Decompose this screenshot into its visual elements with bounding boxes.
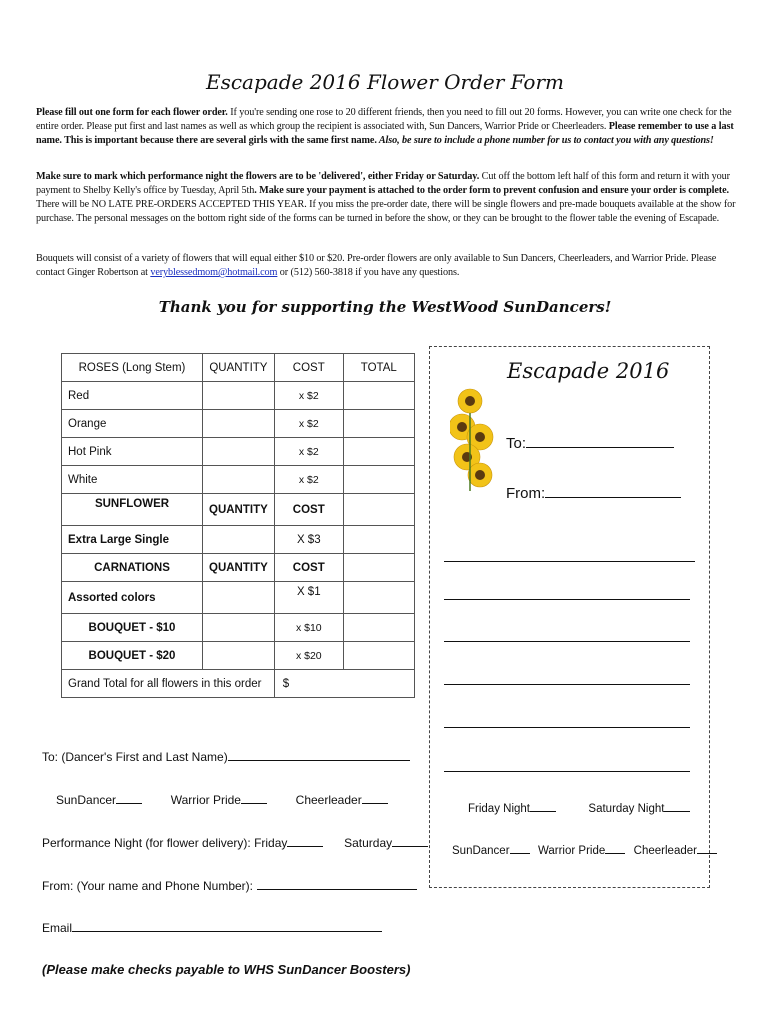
contact-email-link[interactable]: veryblessedmom@hotmail.com [150, 267, 278, 278]
p1-text-1: If you're sending one rose to 20 different friends, then you need to fill out 20 forms. However, you can write one check for the entire order. Please put first and last names as well as which group the recipient is associated with, Sun Dancers, Warrior Pride or Cheerleaders. [36, 107, 732, 132]
coupon-to-line[interactable] [526, 433, 674, 448]
sunflower-icon [450, 387, 494, 491]
quantity-cell[interactable] [203, 466, 275, 494]
p1-bold-italic: Also, be sure to include a phone number for us to contact you with any questions! [376, 135, 714, 146]
coupon-warrior-blank[interactable] [605, 841, 625, 854]
to-field[interactable] [42, 748, 410, 764]
coupon-sundancer-blank[interactable] [510, 841, 530, 854]
p2-bold-2: . Make sure your payment is attached to the order form to prevent confusion and ensure your order is complete. [254, 185, 729, 196]
table-row [62, 382, 415, 410]
coupon-from-line[interactable] [545, 483, 681, 498]
total-cell[interactable] [343, 382, 414, 410]
sunflower-header-row [62, 494, 415, 526]
table-row [62, 410, 415, 438]
quantity-cell[interactable] [203, 526, 275, 554]
coupon-group-options [452, 841, 717, 857]
coupon-sundancer-label: SunDancer [452, 845, 510, 857]
message-line[interactable] [444, 561, 695, 562]
instructions-paragraph-2 [36, 170, 736, 226]
message-line[interactable] [444, 684, 690, 685]
grand-total-value[interactable]: $ [274, 670, 414, 698]
coupon-saturday-label: Saturday Night [588, 803, 665, 815]
message-line[interactable] [444, 771, 690, 772]
quantity-header: QUANTITY [203, 494, 275, 526]
p2-text-1: Cut off the bottom left half of this form and return it with your payment to Shelby Kelly's office by Tuesday, April 5th [36, 171, 730, 196]
instructions-paragraph-1 [36, 106, 736, 148]
roses-header-row [62, 354, 415, 382]
sundancer-blank[interactable] [116, 791, 142, 804]
cost-cell: x $2 [274, 382, 343, 410]
total-header: TOTAL [343, 354, 414, 382]
total-cell[interactable] [343, 582, 414, 614]
total-cell[interactable] [343, 438, 414, 466]
table-row [62, 582, 415, 614]
table-row [62, 642, 415, 670]
to-label: To: (Dancer's First and Last Name) [42, 750, 228, 764]
total-cell[interactable] [343, 554, 414, 582]
p2-bold-1: Make sure to mark which performance night the flowers are to be 'delivered', either Friday or Saturday. [36, 171, 480, 182]
quantity-header: QUANTITY [203, 354, 275, 382]
cost-cell: x $2 [274, 466, 343, 494]
quantity-cell[interactable] [203, 382, 275, 410]
coupon-warrior-label: Warrior Pride [537, 845, 606, 857]
email-field[interactable] [42, 919, 382, 935]
saturday-label: Saturday [344, 836, 393, 850]
cost-header: COST [274, 494, 343, 526]
total-cell[interactable] [343, 526, 414, 554]
to-line[interactable] [228, 748, 410, 761]
quantity-cell[interactable] [203, 438, 275, 466]
saturday-blank[interactable] [392, 834, 428, 847]
p1-bold-1: Please fill out one form for each flower order. [36, 107, 228, 118]
cost-cell: X $1 [274, 582, 343, 614]
message-line[interactable] [444, 727, 690, 728]
total-cell[interactable] [343, 410, 414, 438]
sunflower-name: Extra Large Single [62, 526, 203, 554]
cost-header: COST [274, 354, 343, 382]
bouquet-10-name: BOUQUET - $10 [62, 614, 203, 642]
rose-name: White [62, 466, 203, 494]
message-coupon [429, 346, 710, 888]
coupon-saturday-blank[interactable] [664, 799, 690, 812]
cheerleader-label: Cheerleader [295, 793, 362, 807]
coupon-night-options [468, 799, 690, 815]
cost-header: COST [274, 554, 343, 582]
payment-note: (Please make checks payable to WHS SunDancer Boosters) [42, 962, 411, 977]
from-label: From: (Your name and Phone Number): [42, 879, 253, 893]
bouquet-20-name: BOUQUET - $20 [62, 642, 203, 670]
quantity-cell[interactable] [203, 410, 275, 438]
coupon-friday-label: Friday Night [468, 803, 530, 815]
p3-text-1: Bouquets will consist of a variety of flowers that will equal either $10 or $20. Pre-order flowers are only available to Sun Dancers, Cheerleaders, and Warrior Pride. Please contact Ginger Robertson at [36, 253, 717, 278]
table-row [62, 438, 415, 466]
coupon-friday-blank[interactable] [530, 799, 556, 812]
quantity-header: QUANTITY [203, 554, 275, 582]
coupon-cheer-label: Cheerleader [633, 845, 697, 857]
table-row [62, 526, 415, 554]
cost-cell: X $3 [274, 526, 343, 554]
order-table [61, 353, 415, 698]
sundancer-label: SunDancer [56, 793, 117, 807]
from-line[interactable] [257, 877, 417, 890]
rose-name: Hot Pink [62, 438, 203, 466]
total-cell[interactable] [343, 614, 414, 642]
cost-cell: x $2 [274, 410, 343, 438]
carnations-header-row [62, 554, 415, 582]
grand-total-label: Grand Total for all flowers in this order [62, 670, 275, 698]
coupon-to-label: To: [506, 435, 527, 452]
cheerleader-blank[interactable] [362, 791, 388, 804]
p2-text-2: There will be NO LATE PRE-ORDERS ACCEPTED THIS YEAR. If you miss the pre-order date, there will be single flowers and pre-made bouquets available at the show for purchase. The personal messages on the bottom right side of the forms can be turned in before the show, or they can be brought to the flower table the evening of Escapade. [36, 199, 736, 224]
table-row [62, 466, 415, 494]
rose-name: Orange [62, 410, 203, 438]
quantity-cell[interactable] [203, 614, 275, 642]
instructions-paragraph-3 [36, 252, 736, 280]
from-field[interactable] [42, 877, 417, 893]
quantity-cell[interactable] [203, 642, 275, 670]
warrior-pride-blank[interactable] [241, 791, 267, 804]
carnations-header: CARNATIONS [62, 554, 203, 582]
table-row [62, 614, 415, 642]
email-line[interactable] [72, 919, 382, 932]
message-line[interactable] [444, 641, 690, 642]
coupon-title: Escapade 2016 [507, 359, 670, 383]
email-label: Email [42, 921, 73, 935]
carnation-name: Assorted colors [62, 582, 203, 614]
cost-cell: x $10 [274, 614, 343, 642]
coupon-cheer-blank[interactable] [697, 841, 717, 854]
p1-bold-2: Please remember to use a last name. This is important because there are several girls with the same first name. [36, 121, 734, 146]
message-line[interactable] [444, 599, 690, 600]
warrior-pride-label: Warrior Pride [170, 793, 241, 807]
total-cell[interactable] [343, 494, 414, 526]
quantity-cell[interactable] [203, 582, 275, 614]
thanks-heading: Thank you for supporting the WestWood SunDancers! [158, 298, 612, 316]
p3-text-2: or (512) 560-3818 if you have any questions. [277, 267, 460, 278]
roses-header: ROSES (Long Stem) [62, 354, 203, 382]
friday-blank[interactable] [287, 834, 323, 847]
sunflower-header: SUNFLOWER [62, 494, 203, 526]
coupon-from-label: From: [506, 485, 546, 502]
total-cell[interactable] [343, 642, 414, 670]
coupon-to-field[interactable] [506, 433, 674, 452]
rose-name: Red [62, 382, 203, 410]
total-cell[interactable] [343, 466, 414, 494]
cost-cell: x $2 [274, 438, 343, 466]
coupon-from-field[interactable] [506, 483, 681, 502]
performance-label: Performance Night (for flower delivery): Friday [42, 836, 288, 850]
grand-total-row [62, 670, 415, 698]
page-title: Escapade 2016 Flower Order Form [205, 70, 565, 94]
performance-night-field [42, 834, 428, 850]
cost-cell: x $20 [274, 642, 343, 670]
group-options [56, 791, 388, 807]
